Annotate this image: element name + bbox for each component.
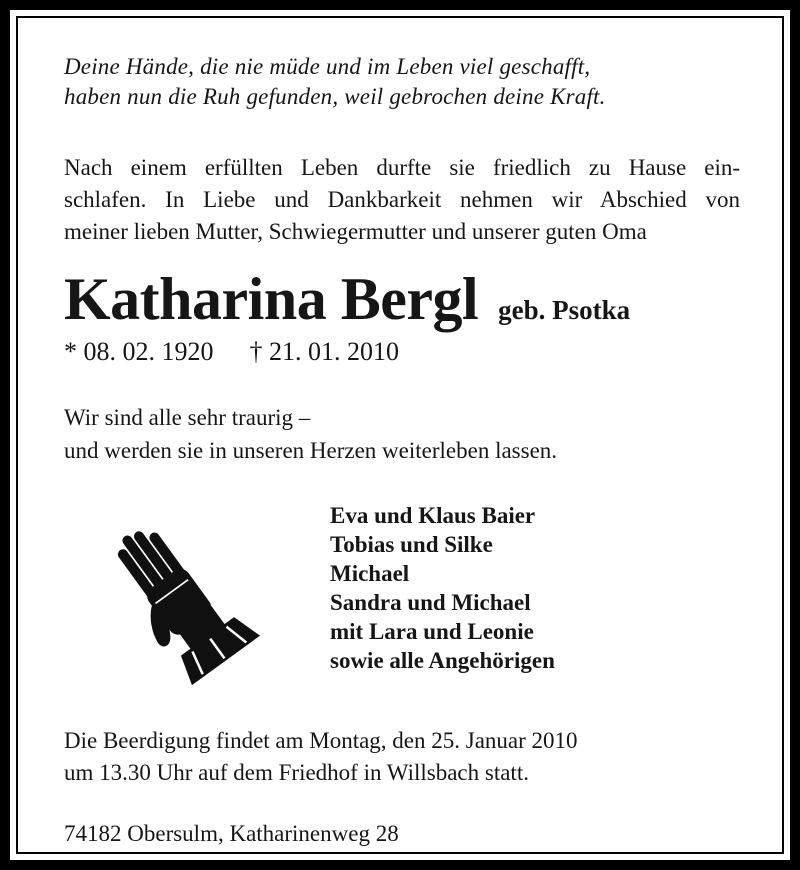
deceased-name: Katharina Bergl — [64, 266, 479, 332]
obituary-notice — [64, 52, 742, 847]
mourners-list — [330, 501, 555, 675]
mourner-line: Michael — [330, 561, 410, 586]
funeral-line: Die Beerdigung findet am Montag, den 25. Januar 2010 — [64, 728, 578, 753]
epitaph — [64, 52, 742, 112]
mourner-line: Sandra und Michael — [330, 590, 531, 615]
death-date: † 21. 01. 2010 — [249, 337, 399, 366]
mourner-line: mit Lara und Leonie — [330, 619, 534, 644]
address: 74182 Obersulm, Katharinenweg 28 — [64, 821, 399, 846]
grief-line: und werden sie in unseren Herzen weiterleben lassen. — [64, 438, 558, 463]
praying-hands-icon — [110, 499, 296, 701]
mourner-line: sowie alle Angehörigen — [330, 648, 555, 673]
intro-line: meiner lieben Mutter, Schwiegermutter und unserer guten Oma — [64, 219, 647, 244]
maiden-name: geb. Psotka — [498, 295, 631, 325]
intro-line: Nach einem erfüllten Leben durfte sie friedlich zu Hause ein- — [64, 155, 740, 180]
grief-line: Wir sind alle sehr traurig – — [64, 405, 311, 430]
funeral-line: um 13.30 Uhr auf dem Friedhof in Willsbach statt. — [64, 760, 529, 785]
mourners-section — [64, 499, 742, 701]
deceased-name-row — [64, 268, 742, 331]
birth-date: * 08. 02. 1920 — [64, 337, 214, 366]
grief-lines — [64, 401, 742, 467]
inner-border — [16, 16, 784, 854]
funeral-info — [64, 725, 742, 789]
epitaph-line: haben nun die Ruh gefunden, weil gebrochen deine Kraft. — [64, 84, 606, 109]
intro-line: schlafen. In Liebe und Dankbarkeit nehmen wir Abschied von — [64, 187, 740, 212]
epitaph-line: Deine Hände, die nie müde und im Leben viel geschafft, — [64, 54, 591, 79]
mourner-line: Eva und Klaus Baier — [330, 503, 536, 528]
life-dates — [64, 337, 742, 367]
intro-paragraph — [64, 152, 740, 248]
mourner-line: Tobias und Silke — [330, 532, 493, 557]
